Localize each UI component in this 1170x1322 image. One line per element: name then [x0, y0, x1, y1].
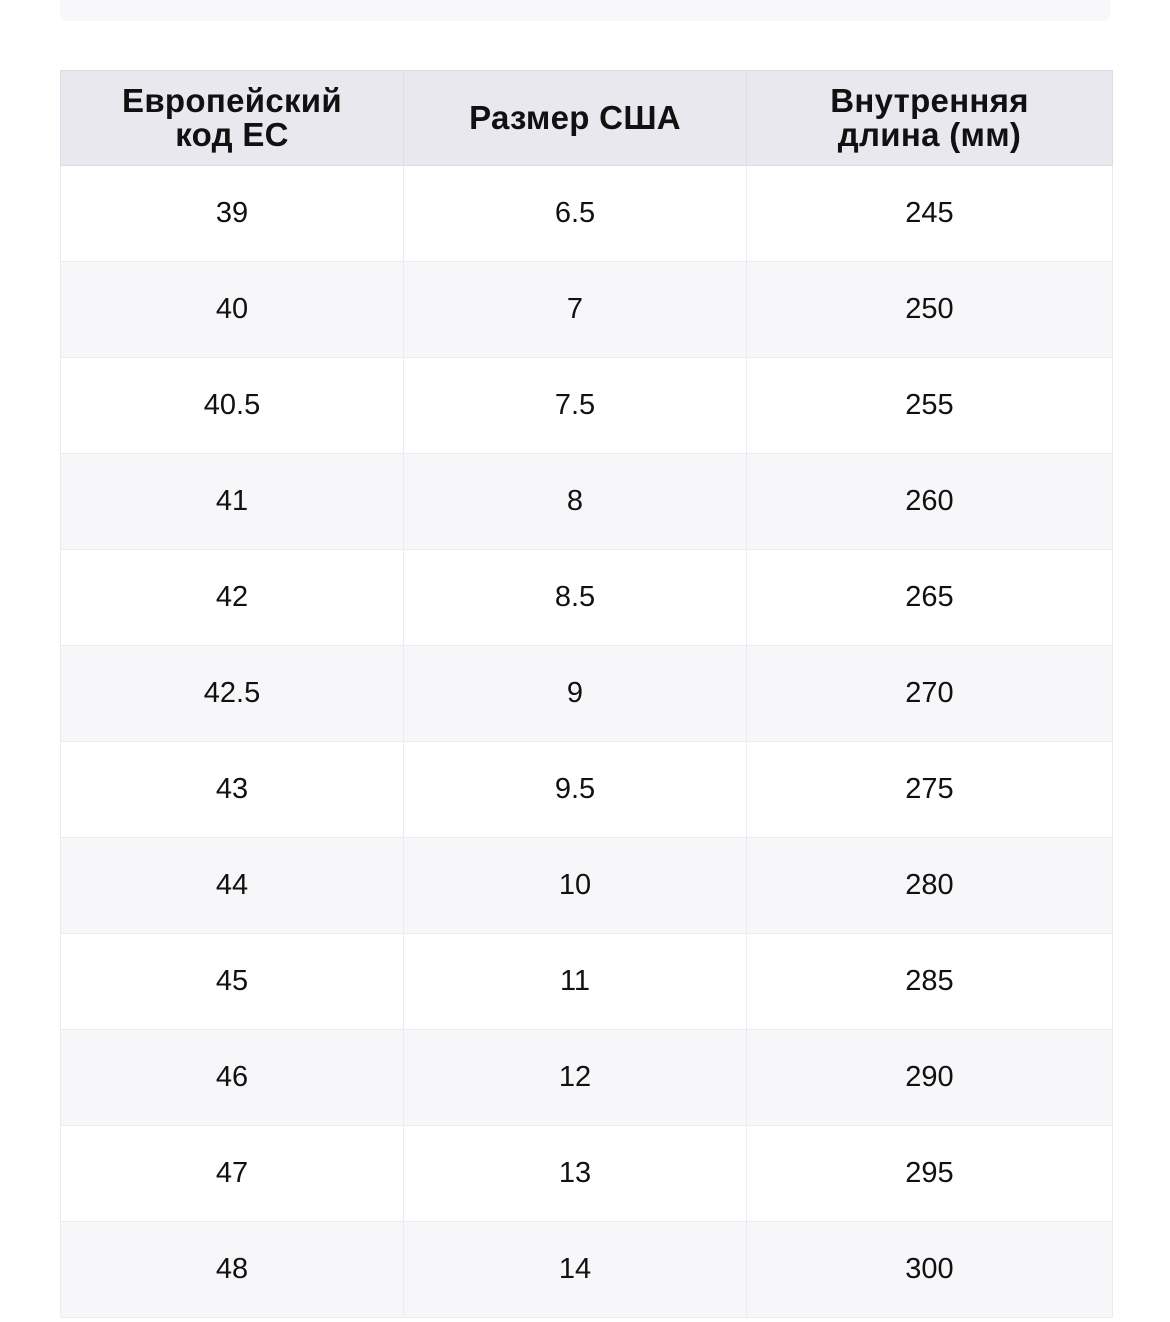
table-row — [61, 934, 1113, 1030]
eu-code-cell: 40.5 — [61, 358, 404, 454]
header-us-size-line1: Размер США — [469, 99, 681, 136]
us-size-cell: 7.5 — [404, 358, 747, 454]
inner-length-cell: 290 — [747, 1030, 1113, 1126]
us-size-cell: 7 — [404, 262, 747, 358]
inner-length-cell: 265 — [747, 550, 1113, 646]
table-row — [61, 1030, 1113, 1126]
us-size-cell: 10 — [404, 838, 747, 934]
inner-length-cell: 250 — [747, 262, 1113, 358]
eu-code-cell: 48 — [61, 1222, 404, 1318]
us-size-cell: 9.5 — [404, 742, 747, 838]
header-eu-code-line1: Европейский — [122, 82, 342, 119]
table-row — [61, 838, 1113, 934]
inner-length-cell: 300 — [747, 1222, 1113, 1318]
us-size-cell: 13 — [404, 1126, 747, 1222]
us-size-cell: 8 — [404, 454, 747, 550]
top-panel — [60, 0, 1110, 21]
header-inner-length-line2: длина (мм) — [837, 116, 1022, 153]
eu-code-cell: 43 — [61, 742, 404, 838]
table-row — [61, 550, 1113, 646]
inner-length-cell: 255 — [747, 358, 1113, 454]
table-row — [61, 1126, 1113, 1222]
eu-code-cell: 40 — [61, 262, 404, 358]
header-eu-code-line2: код ЕС — [175, 116, 289, 153]
table-row — [61, 166, 1113, 262]
inner-length-cell: 295 — [747, 1126, 1113, 1222]
us-size-cell: 9 — [404, 646, 747, 742]
inner-length-cell: 245 — [747, 166, 1113, 262]
eu-code-cell: 42.5 — [61, 646, 404, 742]
inner-length-cell: 260 — [747, 454, 1113, 550]
eu-code-cell: 41 — [61, 454, 404, 550]
eu-code-cell: 47 — [61, 1126, 404, 1222]
header-us-size — [404, 71, 747, 166]
table-row — [61, 454, 1113, 550]
table-row — [61, 1222, 1113, 1318]
us-size-cell: 12 — [404, 1030, 747, 1126]
table-row — [61, 358, 1113, 454]
eu-code-cell: 45 — [61, 934, 404, 1030]
us-size-cell: 6.5 — [404, 166, 747, 262]
us-size-cell: 8.5 — [404, 550, 747, 646]
inner-length-cell: 285 — [747, 934, 1113, 1030]
table-row — [61, 262, 1113, 358]
us-size-cell: 11 — [404, 934, 747, 1030]
inner-length-cell: 270 — [747, 646, 1113, 742]
table-header-row — [61, 71, 1113, 166]
us-size-cell: 14 — [404, 1222, 747, 1318]
header-inner-length — [747, 71, 1113, 166]
header-inner-length-line1: Внутренняя — [830, 82, 1029, 119]
size-chart-table — [60, 70, 1113, 1318]
header-eu-code — [61, 71, 404, 166]
table-row — [61, 742, 1113, 838]
eu-code-cell: 46 — [61, 1030, 404, 1126]
table-row — [61, 646, 1113, 742]
eu-code-cell: 44 — [61, 838, 404, 934]
eu-code-cell: 39 — [61, 166, 404, 262]
eu-code-cell: 42 — [61, 550, 404, 646]
inner-length-cell: 275 — [747, 742, 1113, 838]
inner-length-cell: 280 — [747, 838, 1113, 934]
